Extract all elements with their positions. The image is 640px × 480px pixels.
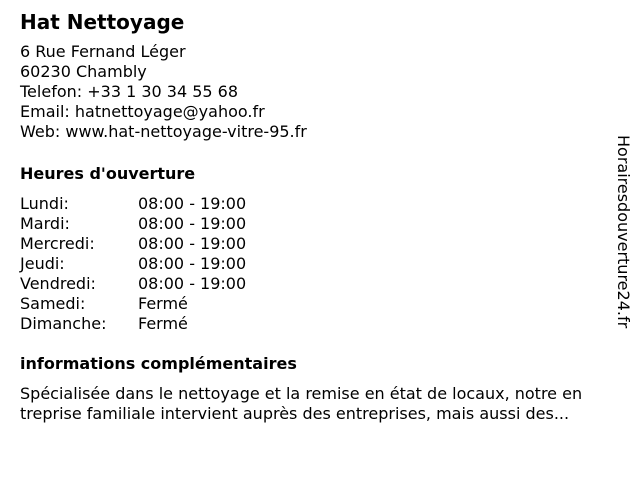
hours-row-vendredi (20, 274, 620, 294)
hours-row-mercredi (20, 234, 620, 254)
address-line-2: 60230 Chambly (20, 62, 147, 81)
email-line[interactable]: Email: hatnettoyage@yahoo.fr (20, 102, 265, 121)
hours-row-samedi (20, 294, 620, 314)
web-line[interactable]: Web: www.hat-nettoyage-vitre-95.fr (20, 122, 307, 141)
site-watermark: Horairesdouverture24.fr (614, 135, 633, 329)
business-name: Hat Nettoyage (20, 10, 185, 34)
hours-row-lundi (20, 194, 620, 214)
info-title: informations complémentaires (20, 354, 297, 373)
hours-day: Vendredi: (20, 274, 96, 293)
hours-day: Samedi: (20, 294, 86, 313)
phone-line[interactable]: Telefon: +33 1 30 34 55 68 (20, 82, 239, 101)
address-line-1: 6 Rue Fernand Léger (20, 42, 186, 61)
hours-time: 08:00 - 19:00 (138, 214, 247, 233)
hours-row-jeudi (20, 254, 620, 274)
info-text-line-1: Spécialisée dans le nettoyage et la remise en état de locaux, notre en (20, 384, 583, 403)
hours-time: 08:00 - 19:00 (138, 194, 247, 213)
hours-table (20, 194, 620, 334)
hours-day: Dimanche: (20, 314, 107, 333)
hours-time: 08:00 - 19:00 (138, 274, 247, 293)
hours-title: Heures d'ouverture (20, 164, 196, 183)
info-text-line-2: treprise familiale intervient auprès des entreprises, mais aussi des... (20, 404, 570, 423)
hours-row-mardi (20, 214, 620, 234)
hours-time: 08:00 - 19:00 (138, 234, 247, 253)
hours-time: Fermé (138, 294, 188, 313)
hours-time: Fermé (138, 314, 188, 333)
hours-time: 08:00 - 19:00 (138, 254, 247, 273)
hours-row-dimanche (20, 314, 620, 334)
hours-day: Jeudi: (20, 254, 65, 273)
hours-day: Lundi: (20, 194, 69, 213)
business-card (20, 10, 620, 424)
hours-day: Mardi: (20, 214, 70, 233)
hours-day: Mercredi: (20, 234, 95, 253)
